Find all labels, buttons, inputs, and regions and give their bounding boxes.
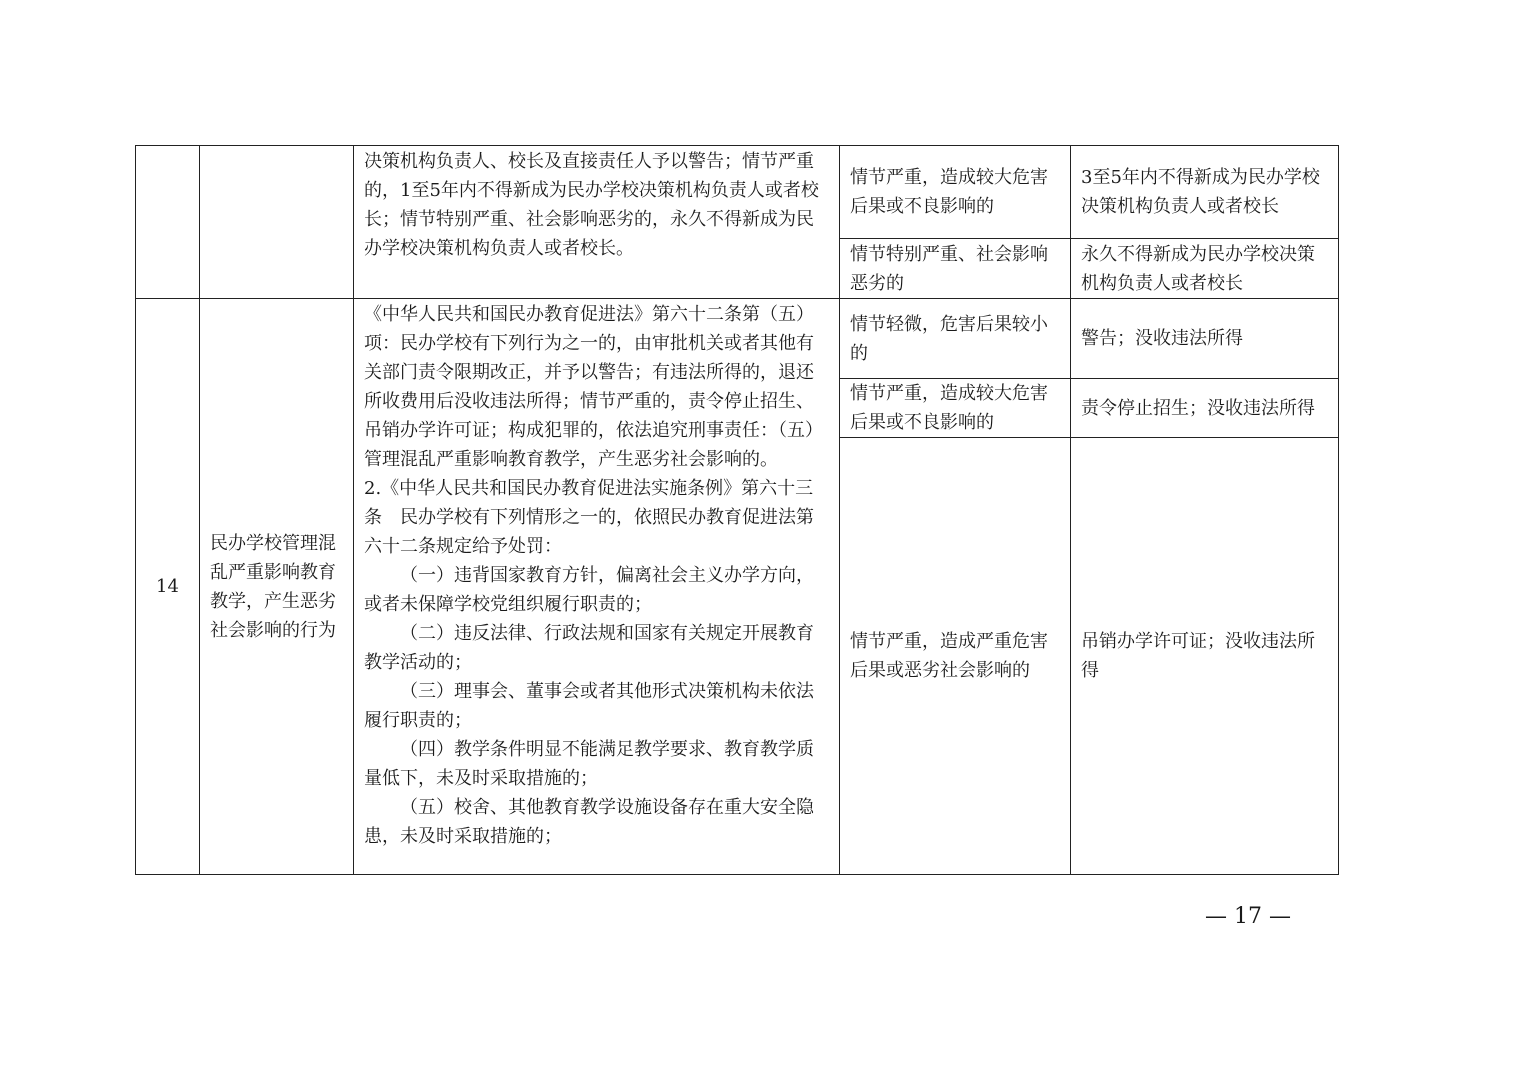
row-number-cell: 14 bbox=[136, 299, 200, 875]
penalty-cell: 永久不得新成为民办学校决策机构负责人或者校长 bbox=[1071, 239, 1339, 299]
legal-basis-item: （一）违背国家教育方针，偏离社会主义办学方向，或者未保障学校党组织履行职责的； bbox=[364, 565, 814, 615]
legal-basis-paragraph: 《中华人民共和国民办教育促进法》第六十二条第（五）项：民办学校有下列行为之一的，由审批机关或者其他有关部门责令限期改正，并予以警告；有违法所得的，退还所收费用后没收违法所得；情节严重的，责令停止招生、吊销办学许可证；构成犯罪的，依法追究刑事责任：（五）管理混乱严重影响教育教学，产生恶劣社会影响的。 bbox=[364, 304, 823, 470]
row-number-cell bbox=[136, 146, 200, 299]
legal-basis-cell bbox=[354, 299, 840, 875]
behavior-cell: 民办学校管理混乱严重影响教育教学，产生恶劣社会影响的行为 bbox=[200, 299, 354, 875]
legal-basis-cell bbox=[354, 146, 840, 299]
circumstance-cell: 情节严重，造成较大危害后果或不良影响的 bbox=[840, 379, 1071, 438]
circumstance-cell: 情节特别严重、社会影响恶劣的 bbox=[840, 239, 1071, 299]
penalty-cell: 责令停止招生；没收违法所得 bbox=[1071, 379, 1339, 438]
behavior-cell bbox=[200, 146, 354, 299]
legal-basis-paragraph: 决策机构负责人、校长及直接责任人予以警告；情节严重的，1至5年内不得新成为民办学校决策机构负责人或者校长；情节特别严重、社会影响恶劣的，永久不得新成为民办学校决策机构负责人或者校长。 bbox=[364, 151, 819, 259]
penalty-cell: 警告；没收违法所得 bbox=[1071, 299, 1339, 379]
circumstance-cell: 情节轻微，危害后果较小的 bbox=[840, 299, 1071, 379]
legal-basis-item: （四）教学条件明显不能满足教学要求、教育教学质量低下，未及时采取措施的； bbox=[364, 739, 814, 789]
penalty-cell: 3至5年内不得新成为民办学校决策机构负责人或者校长 bbox=[1071, 146, 1339, 239]
circumstance-cell: 情节严重，造成较大危害后果或不良影响的 bbox=[840, 146, 1071, 239]
legal-basis-item: （三）理事会、董事会或者其他形式决策机构未依法履行职责的； bbox=[364, 681, 814, 731]
legal-basis-item: （二）违反法律、行政法规和国家有关规定开展教育教学活动的； bbox=[364, 623, 814, 673]
legal-basis-item: （五）校舍、其他教育教学设施设备存在重大安全隐患，未及时采取措施的； bbox=[364, 797, 814, 847]
penalty-table bbox=[135, 145, 1339, 875]
circumstance-cell: 情节严重，造成严重危害后果或恶劣社会影响的 bbox=[840, 438, 1071, 875]
table-row bbox=[136, 146, 1339, 239]
table-row bbox=[136, 299, 1339, 379]
page-number: — 17 — bbox=[1205, 904, 1291, 929]
legal-basis-paragraph: 2.《中华人民共和国民办教育促进法实施条例》第六十三条 民办学校有下列情形之一的，依照民办教育促进法第六十二条规定给予处罚： bbox=[364, 478, 814, 557]
penalty-cell: 吊销办学许可证；没收违法所得 bbox=[1071, 438, 1339, 875]
